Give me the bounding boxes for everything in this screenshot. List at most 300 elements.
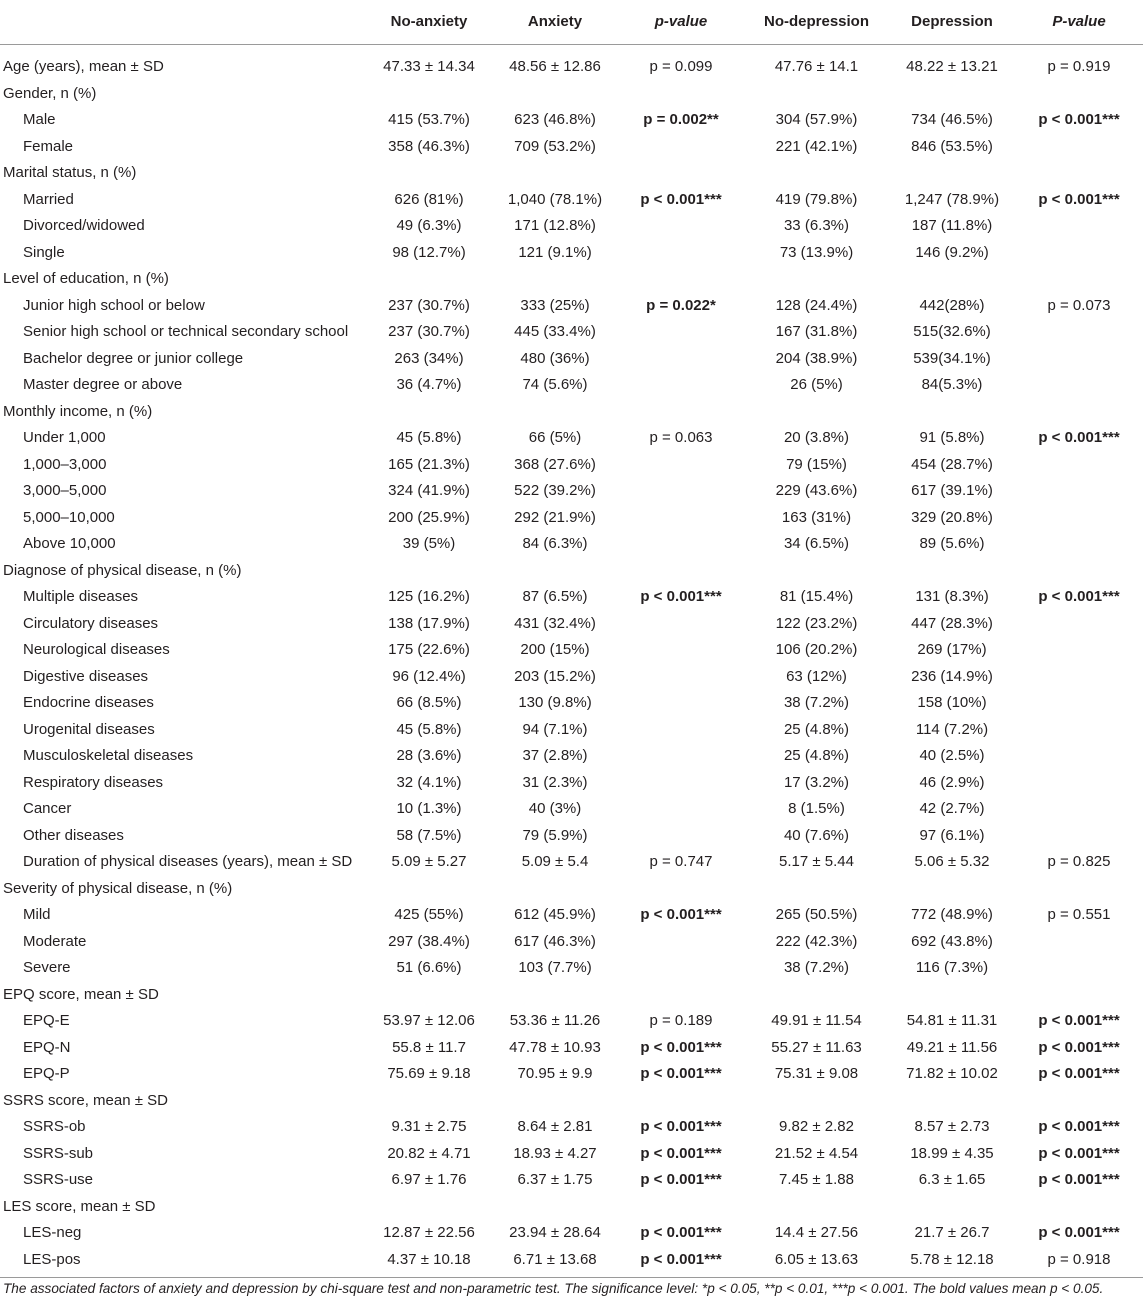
p-value-2-cell: p = 0.551 [1047,906,1111,923]
anxiety-cell: 6.37 ± 1.75 [517,1171,593,1188]
p-value-cell [618,611,744,638]
no-anxiety-cell: 165 (21.3%) [388,455,470,473]
row-label: EPQ-E [23,1012,70,1029]
p-value-2-cell [1015,81,1143,108]
no-depression-cell: 229 (43.6%) [775,482,858,499]
no-anxiety-cell: 58 (7.5%) [396,826,462,844]
p-value-2-cell [1015,505,1143,532]
table-row [0,611,1143,638]
depression-cell: 54.81 ± 11.31 [906,1012,998,1029]
depression-cell: 846 (53.5%) [911,137,993,155]
anxiety-cell: 18.93 ± 4.27 [513,1144,597,1162]
anxiety-cell: 103 (7.7%) [518,959,592,976]
p-value-2-cell [1015,690,1143,717]
p-value-cell [618,929,744,956]
no-depression-cell: 222 (42.3%) [775,932,858,950]
no-anxiety-cell [366,1088,492,1115]
header-cell-no-anxiety: No-anxiety [366,0,492,45]
depression-cell: 116 (7.3%) [915,959,989,976]
p-value-cell [618,743,744,770]
table-section-row [0,558,1143,585]
no-depression-cell: 221 (42.1%) [775,137,858,155]
header-cell-anxiety: Anxiety [492,0,618,45]
depression-cell: 91 (5.8%) [919,429,985,446]
table-row [0,1247,1143,1278]
no-depression-cell [744,876,889,903]
no-anxiety-cell: 51 (6.6%) [396,959,462,976]
p-value-2-cell [1015,982,1143,1009]
p-value-cell [618,478,744,505]
depression-cell: 187 (11.8%) [911,217,993,234]
anxiety-cell [492,399,618,426]
p-value-2-cell [1015,823,1143,850]
p-value-cell: p = 0.063 [649,429,713,446]
table-section-row [0,1088,1143,1115]
table-row [0,1220,1143,1247]
p-value-cell: p < 0.001*** [640,190,722,208]
p-value-2-cell [1015,611,1143,638]
no-depression-cell: 14.4 ± 27.56 [774,1224,859,1241]
no-depression-cell: 25 (4.8%) [783,747,850,764]
row-label: Bachelor degree or junior college [23,349,244,367]
depression-cell [889,1088,1015,1115]
p-value-cell: p = 0.099 [649,58,713,75]
row-label: 5,000–10,000 [23,508,115,526]
table-row [0,1035,1143,1062]
p-value-2-cell [1015,160,1143,187]
p-value-2-cell [1015,876,1143,903]
row-label: Neurological diseases [23,641,170,658]
row-label: Musculoskeletal diseases [23,747,194,764]
table-row [0,902,1143,929]
table-section-row [0,81,1143,108]
depression-cell: 6.3 ± 1.65 [918,1171,986,1188]
p-value-2-cell [1015,372,1143,399]
anxiety-cell: 200 (15%) [520,641,590,658]
table-body [0,45,1143,1278]
anxiety-cell: 87 (6.5%) [522,588,588,605]
no-anxiety-cell: 98 (12.7%) [392,243,466,261]
row-label: EPQ-N [23,1038,71,1056]
no-anxiety-cell: 237 (30.7%) [388,296,470,314]
no-depression-cell: 7.45 ± 1.88 [779,1171,854,1188]
p-value-cell [618,982,744,1009]
no-anxiety-cell [366,876,492,903]
table-row [0,134,1143,161]
anxiety-cell: 84 (6.3%) [522,535,588,552]
no-depression-cell: 63 (12%) [786,667,847,685]
table-row [0,107,1143,134]
no-anxiety-cell: 175 (22.6%) [388,641,470,658]
table-row [0,531,1143,558]
depression-cell: 89 (5.6%) [919,535,985,552]
depression-cell: 21.7 ± 26.7 [914,1224,990,1241]
depression-cell: 131 (8.3%) [915,588,989,605]
p-value-2-cell [1015,531,1143,558]
row-label: SSRS-ob [23,1118,86,1135]
no-anxiety-cell: 66 (8.5%) [396,694,462,711]
p-value-2-cell [1015,717,1143,744]
header-cell-label [0,0,366,45]
no-depression-cell: 204 (38.9%) [775,349,858,367]
row-label: Marital status, n (%) [3,164,137,181]
row-label: Senior high school or technical secondary school [23,323,349,340]
anxiety-cell: 445 (33.4%) [514,323,596,340]
depression-cell: 617 (39.1%) [911,482,993,499]
depression-cell: 734 (46.5%) [911,111,993,128]
p-value-2-cell: p = 0.918 [1015,1247,1143,1278]
p-value-cell: p < 0.001*** [618,1247,744,1278]
no-depression-cell: 265 (50.5%) [775,906,858,923]
no-anxiety-cell: 138 (17.9%) [388,614,470,632]
no-depression-cell: 26 (5%) [790,376,843,393]
anxiety-cell: 292 (21.9%) [514,508,596,526]
no-anxiety-cell: 49 (6.3%) [396,217,462,234]
row-label: Severity of physical disease, n (%) [3,879,233,897]
anxiety-cell: 70.95 ± 9.9 [517,1065,593,1082]
row-label: Respiratory diseases [23,773,164,791]
depression-cell: 269 (17%) [917,641,987,658]
p-value-2-cell [1015,955,1143,982]
anxiety-cell: 612 (45.9%) [514,906,596,923]
no-depression-cell: 163 (31%) [781,508,852,526]
table-row [0,452,1143,479]
depression-cell: 158 (10%) [917,694,987,711]
p-value-cell [618,160,744,187]
no-depression-cell: 33 (6.3%) [783,217,850,234]
p-value-2-cell [1015,1194,1143,1221]
depression-cell: 447 (28.3%) [911,614,993,632]
table-row [0,213,1143,240]
depression-cell: 46 (2.9%) [919,773,985,791]
anxiety-cell: 8.64 ± 2.81 [517,1118,593,1135]
depression-cell [889,266,1015,293]
row-label: 3,000–5,000 [23,482,107,499]
anxiety-cell: 23.94 ± 28.64 [509,1224,601,1241]
anxiety-cell [492,876,618,903]
anxiety-cell [492,160,618,187]
no-depression-cell: 34 (6.5%) [783,535,850,552]
p-value-2-cell: p < 0.001*** [1038,1012,1120,1029]
no-depression-cell [744,1088,889,1115]
header-cell-p-value-2 [1015,0,1143,45]
depression-cell: 146 (9.2%) [915,243,989,261]
depression-cell: 5.78 ± 12.18 [889,1247,1015,1278]
anxiety-cell: 368 (27.6%) [514,455,596,473]
table-row [0,955,1143,982]
no-depression-cell: 8 (1.5%) [788,800,845,817]
p-value-2-cell [1015,743,1143,770]
anxiety-cell: 37 (2.8%) [522,747,588,764]
no-depression-cell: 167 (31.8%) [775,323,858,340]
table-section-row [0,982,1143,1009]
row-label: Master degree or above [23,376,183,393]
no-anxiety-cell: 4.37 ± 10.18 [366,1247,492,1278]
no-depression-cell [744,266,889,293]
row-label: Single [23,243,65,261]
p-value-cell [618,346,744,373]
table-row [0,1167,1143,1194]
p-value-cell: p < 0.001*** [640,1038,722,1056]
p-value-cell: p < 0.001*** [640,1065,722,1082]
p-value-2-cell: p < 0.001*** [1038,429,1120,446]
row-label: Digestive diseases [23,667,149,685]
no-anxiety-cell: 358 (46.3%) [388,137,470,155]
no-depression-cell [744,982,889,1009]
no-anxiety-cell: 200 (25.9%) [388,508,470,526]
table-row [0,372,1143,399]
no-depression-cell: 106 (20.2%) [775,641,858,658]
no-anxiety-cell: 47.33 ± 14.34 [383,58,475,75]
p-value-2-cell [1015,796,1143,823]
no-anxiety-cell: 6.97 ± 1.76 [391,1171,467,1188]
no-depression-cell: 419 (79.8%) [775,190,858,208]
anxiety-cell: 623 (46.8%) [514,111,596,128]
depression-cell: 49.21 ± 11.56 [906,1038,998,1056]
depression-cell: 515(32.6%) [913,323,991,340]
no-anxiety-cell: 10 (1.3%) [396,800,462,817]
p-value-cell [618,266,744,293]
anxiety-cell: 48.56 ± 12.86 [509,58,601,75]
row-label: LES score, mean ± SD [3,1197,156,1215]
row-label: Duration of physical diseases (years), mean ± SD [23,853,353,870]
table-row [0,293,1143,320]
p-value-2-cell: p < 0.001*** [1038,1224,1120,1241]
no-depression-cell: 25 (4.8%) [783,720,850,738]
row-label: Other diseases [23,826,124,844]
no-depression-cell: 38 (7.2%) [783,959,850,976]
p-value-2-cell [1015,929,1143,956]
depression-cell [889,399,1015,426]
p-value-2-cell [1015,770,1143,797]
anxiety-cell: 171 (12.8%) [514,217,596,234]
no-depression-cell: 128 (24.4%) [775,296,858,314]
p-value-cell [618,1194,744,1221]
p-value-2-cell [1015,452,1143,479]
row-label: Circulatory diseases [23,614,159,632]
anxiety-cell: 130 (9.8%) [518,694,592,711]
anxiety-cell [492,81,618,108]
depression-cell: 236 (14.9%) [911,667,993,685]
p-value-cell [618,213,744,240]
depression-cell [889,558,1015,585]
p-value-cell [618,81,744,108]
depression-cell: 5.06 ± 5.32 [914,853,990,870]
anxiety-cell: 203 (15.2%) [514,667,596,685]
table-row [0,478,1143,505]
row-label: LES-pos [0,1247,366,1278]
p-value-cell [618,955,744,982]
no-depression-cell: 9.82 ± 2.82 [779,1118,854,1135]
table-row [0,796,1143,823]
no-anxiety-cell [366,266,492,293]
anxiety-cell [492,266,618,293]
no-depression-cell: 304 (57.9%) [775,111,858,128]
p-value-cell [618,134,744,161]
p-value-cell [618,505,744,532]
p-value-cell [618,399,744,426]
p-value-2-cell [1015,664,1143,691]
p-value-2-cell: p < 0.001*** [1038,588,1120,605]
row-label: SSRS score, mean ± SD [3,1091,168,1109]
row-label: Under 1,000 [23,429,106,446]
no-depression-cell [744,399,889,426]
p-value-cell: p = 0.002** [643,111,719,128]
p-value-cell [618,876,744,903]
no-anxiety-cell: 324 (41.9%) [388,482,470,499]
row-label: EPQ score, mean ± SD [3,985,159,1003]
p-value-2-cell [1015,399,1143,426]
depression-cell: 97 (6.1%) [919,826,985,844]
no-anxiety-cell: 32 (4.1%) [396,773,462,791]
anxiety-cell: 709 (53.2%) [514,137,596,155]
p-value-2-cell: p = 0.073 [1047,296,1111,314]
row-label: Married [23,190,74,208]
row-label: Age (years), mean ± SD [3,58,164,75]
p-value-2-cell: p < 0.001*** [1038,1118,1120,1135]
anxiety-cell: 6.71 ± 13.68 [492,1247,618,1278]
depression-cell: 84(5.3%) [921,376,983,393]
anxiety-cell: 431 (32.4%) [514,614,596,632]
row-label: Severe [23,959,71,976]
p-value-cell: p < 0.001*** [640,1224,722,1241]
no-anxiety-cell: 45 (5.8%) [396,720,462,738]
depression-cell: 772 (48.9%) [911,906,993,923]
p-value-cell: p = 0.747 [649,853,713,870]
no-anxiety-cell: 263 (34%) [394,349,464,367]
table-section-row [0,399,1143,426]
depression-cell: 1,247 (78.9%) [904,190,1000,208]
table-row [0,1141,1143,1168]
p-value-cell: p < 0.001*** [640,906,722,923]
table-row [0,319,1143,346]
no-depression-cell [744,1194,889,1221]
row-label: Divorced/widowed [23,217,145,234]
anxiety-cell: 31 (2.3%) [522,773,588,791]
no-anxiety-cell: 96 (12.4%) [392,667,466,685]
row-label: 1,000–3,000 [23,455,107,473]
row-label: Multiple diseases [23,588,139,605]
no-anxiety-cell: 28 (3.6%) [396,747,462,764]
no-anxiety-cell: 297 (38.4%) [388,932,470,950]
p-value-2-cell [1015,637,1143,664]
header-cell-no-depression: No-depression [744,0,889,45]
anxiety-cell: 1,040 (78.1%) [507,190,603,208]
p-value-cell [618,558,744,585]
depression-cell: 329 (20.8%) [911,508,993,526]
table-header [0,0,1143,45]
depression-cell [889,1194,1015,1221]
no-anxiety-cell: 55.8 ± 11.7 [392,1038,466,1056]
no-anxiety-cell [366,1194,492,1221]
table-row [0,346,1143,373]
no-anxiety-cell: 9.31 ± 2.75 [391,1118,467,1135]
depression-cell [889,81,1015,108]
p-value-cell [618,240,744,267]
row-label: SSRS-sub [23,1144,94,1162]
depression-cell: 539(34.1%) [913,349,991,367]
depression-cell: 71.82 ± 10.02 [906,1065,998,1082]
table-row [0,664,1143,691]
anxiety-cell [492,558,618,585]
no-depression-cell: 21.52 ± 4.54 [774,1144,859,1162]
no-depression-cell [744,160,889,187]
p-value-cell [618,664,744,691]
table-section-row [0,1194,1143,1221]
no-depression-cell: 17 (3.2%) [783,773,850,791]
depression-cell: 114 (7.2%) [915,720,989,738]
p-value-2-cell: p < 0.001*** [1038,1038,1120,1056]
p-value-cell: p < 0.001*** [640,1171,722,1188]
p-value-cell [618,531,744,558]
anxiety-cell: 333 (25%) [520,296,590,314]
anxiety-cell: 617 (46.3%) [514,932,596,950]
anxiety-cell: 47.78 ± 10.93 [509,1038,601,1056]
no-depression-cell: 73 (13.9%) [779,243,854,261]
depression-cell [889,160,1015,187]
anxiety-cell: 94 (7.1%) [522,720,588,738]
p-value-cell [618,319,744,346]
depression-cell: 454 (28.7%) [911,455,993,473]
p-value-2-cell [1015,240,1143,267]
p-value-cell: p < 0.001*** [640,1144,722,1162]
table-section-row [0,266,1143,293]
row-label: Cancer [23,800,72,817]
p-value-2-cell: p < 0.001*** [1038,190,1120,208]
table-section-row [0,160,1143,187]
anxiety-cell: 66 (5%) [528,429,582,446]
anxiety-cell: 79 (5.9%) [522,826,588,844]
p-value-2-cell [1015,346,1143,373]
row-label: Monthly income, n (%) [3,402,153,420]
p-value-cell [618,372,744,399]
p-value-2-cell: p = 0.825 [1047,853,1111,870]
p-value-cell [618,823,744,850]
table-row [0,187,1143,214]
no-depression-cell [744,81,889,108]
p-value-2-cell [1015,1088,1143,1115]
no-depression-cell: 6.05 ± 13.63 [744,1247,889,1278]
no-anxiety-cell: 237 (30.7%) [388,323,470,340]
no-depression-cell: 75.31 ± 9.08 [774,1065,859,1082]
depression-cell: 42 (2.7%) [919,800,985,817]
anxiety-cell: 40 (3%) [528,800,582,817]
depression-cell: 18.99 ± 4.35 [910,1144,994,1162]
table-row [0,823,1143,850]
p-value-cell: p < 0.001*** [640,1118,722,1135]
row-label: Gender, n (%) [3,84,97,102]
p-value-2-cell: p < 0.001*** [1038,1144,1120,1162]
p-value-cell: p = 0.189 [649,1012,713,1029]
row-label: Male [23,111,56,128]
anxiety-cell: 480 (36%) [520,349,590,367]
table-row [0,425,1143,452]
no-depression-cell: 20 (3.8%) [783,429,850,446]
p-value-cell [618,637,744,664]
no-depression-cell: 5.17 ± 5.44 [779,853,854,870]
anxiety-cell: 5.09 ± 5.4 [521,853,589,870]
p-value-2-cell [1015,134,1143,161]
row-label: LES-neg [23,1224,82,1241]
no-depression-cell: 40 (7.6%) [783,826,850,844]
no-depression-cell: 79 (15%) [786,455,847,473]
header-cell-p-value [618,0,744,45]
row-label: SSRS-use [23,1171,94,1188]
table-row [0,505,1143,532]
depression-cell [889,982,1015,1009]
row-label: Level of education, n (%) [3,270,169,287]
anxiety-cell: 121 (9.1%) [518,243,592,261]
